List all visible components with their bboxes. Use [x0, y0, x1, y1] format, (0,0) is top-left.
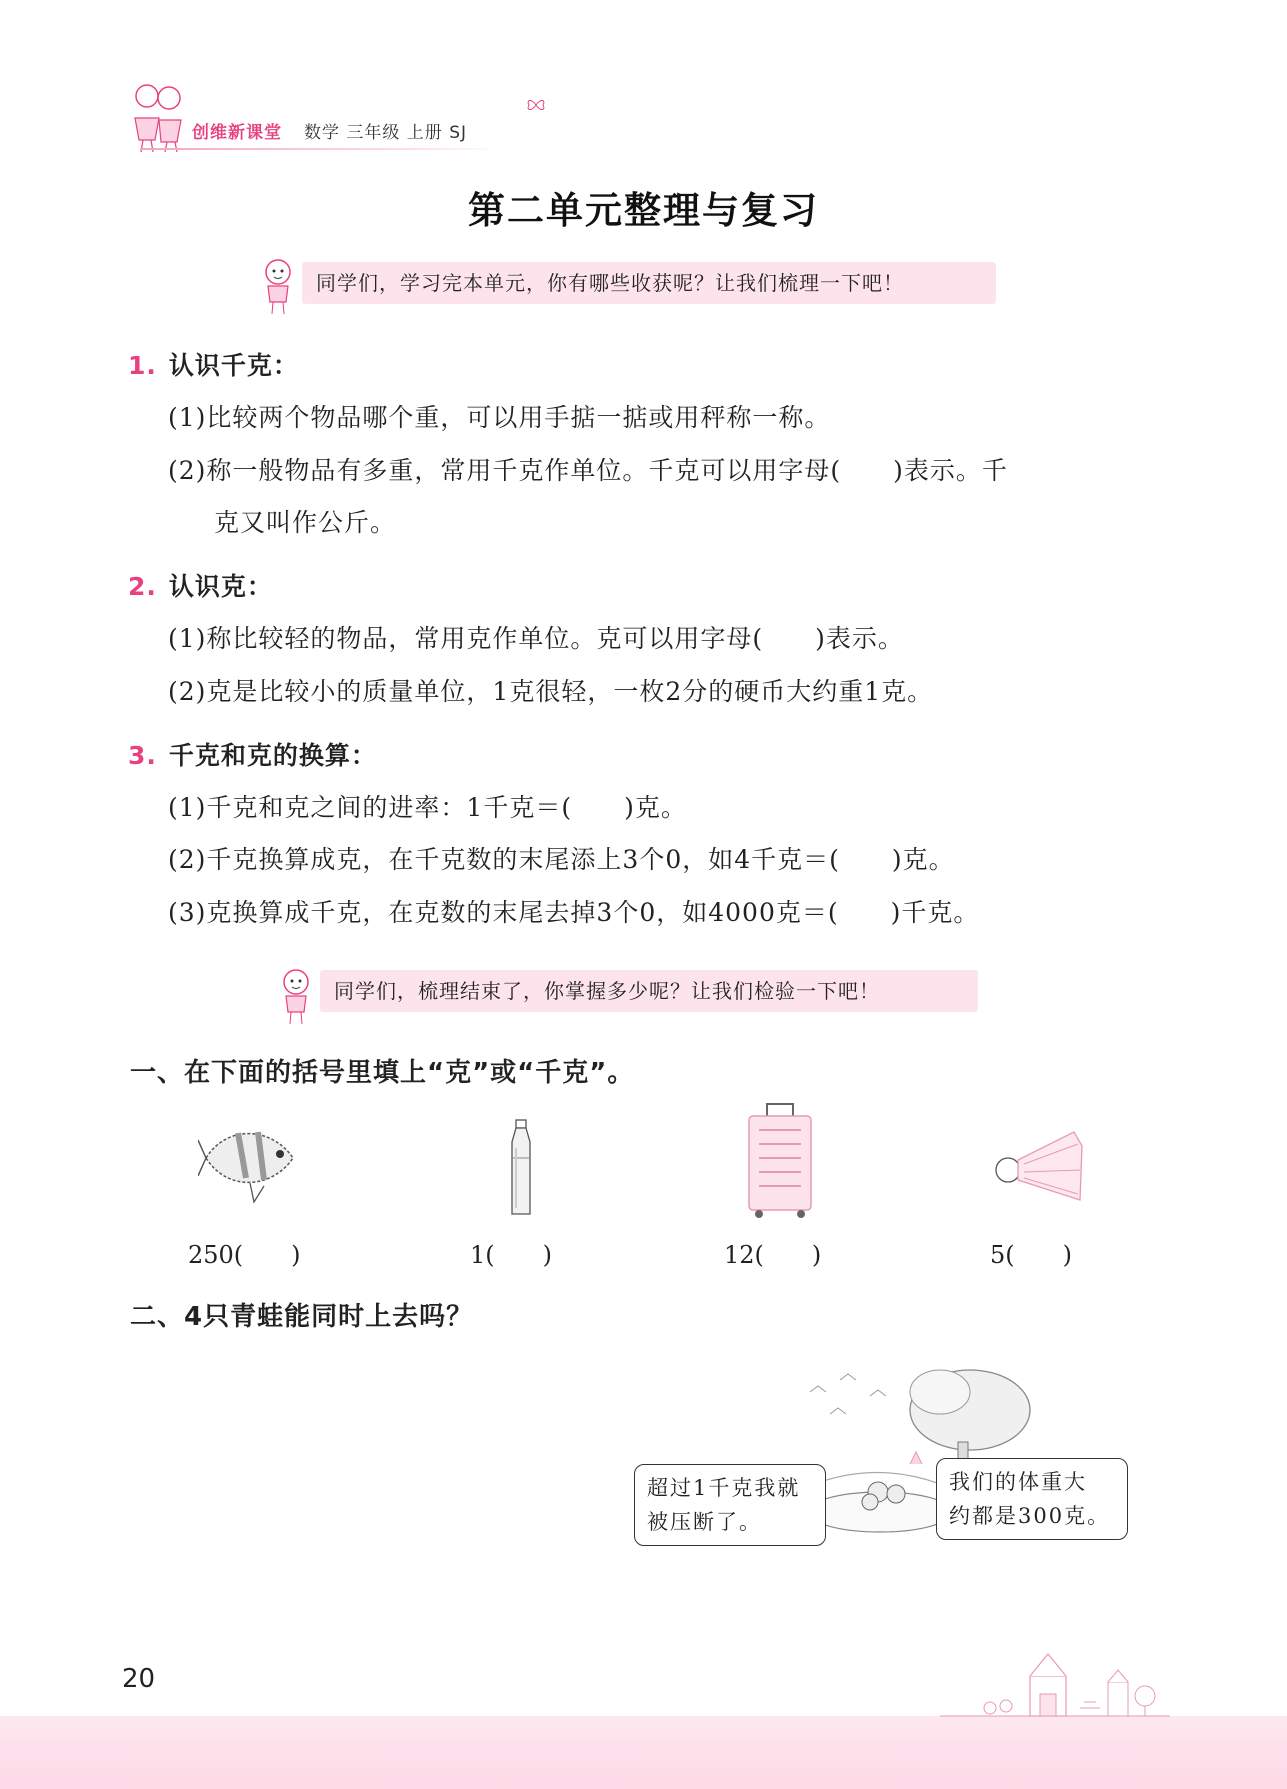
- section-1-heading: [128, 346, 299, 382]
- bubble-line: 约都是300克。: [949, 1504, 1111, 1528]
- section-title: 认识千克：: [168, 351, 299, 380]
- header-divider: [140, 148, 500, 150]
- check-banner: 同学们，梳理结束了，你掌握多少呢？让我们检验一下吧！: [320, 970, 978, 1012]
- section-2-line-1: (1)称比较轻的物品，常用克作单位。克可以用字母( )表示。: [168, 624, 904, 653]
- castle-decoration-icon: [940, 1648, 1170, 1718]
- exercise-1-question: 一、在下面的括号里填上“克”或“千克”。: [130, 1058, 635, 1088]
- section-3-line-3: (3)克换算成千克，在克数的末尾去掉3个0，如4000克＝( )千克。: [168, 898, 980, 927]
- section-title: 认识克：: [168, 572, 273, 601]
- speech-bubble-frogs: [936, 1458, 1128, 1540]
- answer-item-4: 5( ): [990, 1241, 1072, 1269]
- brand-name: 创维新课堂: [192, 123, 282, 143]
- section-1-line-2: (2)称一般物品有多重，常用千克作单位。千克可以用字母( )表示。千: [168, 456, 1008, 485]
- answer-item-3: 12( ): [724, 1241, 822, 1269]
- butterfly-icon: [525, 96, 547, 114]
- shuttlecock-icon: [994, 1130, 1086, 1206]
- intro-banner: 同学们，学习完本单元，你有哪些收获呢？让我们梳理一下吧！: [302, 262, 996, 304]
- exercise-2-question: 二、4只青蛙能同时上去吗？: [130, 1302, 474, 1332]
- section-number: 2.: [128, 572, 157, 601]
- suitcase-icon: [745, 1102, 815, 1220]
- bottle-icon: [504, 1118, 538, 1218]
- fish-icon: [198, 1118, 308, 1208]
- section-1-line-1: (1)比较两个物品哪个重，可以用手掂一掂或用秤称一称。: [168, 403, 831, 432]
- section-3-heading: [128, 736, 377, 772]
- section-number: 1.: [128, 351, 157, 380]
- book-info: 数学 三年级 上册 SJ: [304, 123, 468, 143]
- footer-band: [0, 1716, 1287, 1789]
- section-3-line-1: (1)千克和克之间的进率：1千克＝( )克。: [168, 793, 687, 822]
- bubble-line: 超过1千克我就: [647, 1476, 801, 1500]
- section-3-line-2: (2)千克换算成克，在千克数的末尾添上3个0，如4千克＝( )克。: [168, 845, 955, 874]
- kids-logo-icon: [125, 78, 189, 154]
- section-2-heading: [128, 567, 273, 603]
- girl-mascot-icon: [258, 256, 300, 316]
- bubble-line: 我们的体重大: [949, 1470, 1087, 1494]
- bubble-line: 被压断了。: [647, 1510, 762, 1534]
- section-number: 3.: [128, 741, 157, 770]
- answer-item-2: 1( ): [470, 1241, 552, 1269]
- section-1-line-3: 克又叫作公斤。: [214, 508, 397, 537]
- girl-mascot-icon: [276, 966, 318, 1026]
- page-title: 第二单元整理与复习: [468, 189, 819, 232]
- page-number: 20: [122, 1664, 156, 1694]
- speech-bubble-leaf: [634, 1464, 826, 1546]
- section-title: 千克和克的换算：: [168, 741, 377, 770]
- answer-item-1: 250( ): [188, 1241, 301, 1269]
- section-2-line-2: (2)克是比较小的质量单位，1克很轻，一枚2分的硬币大约重1克。: [168, 677, 934, 706]
